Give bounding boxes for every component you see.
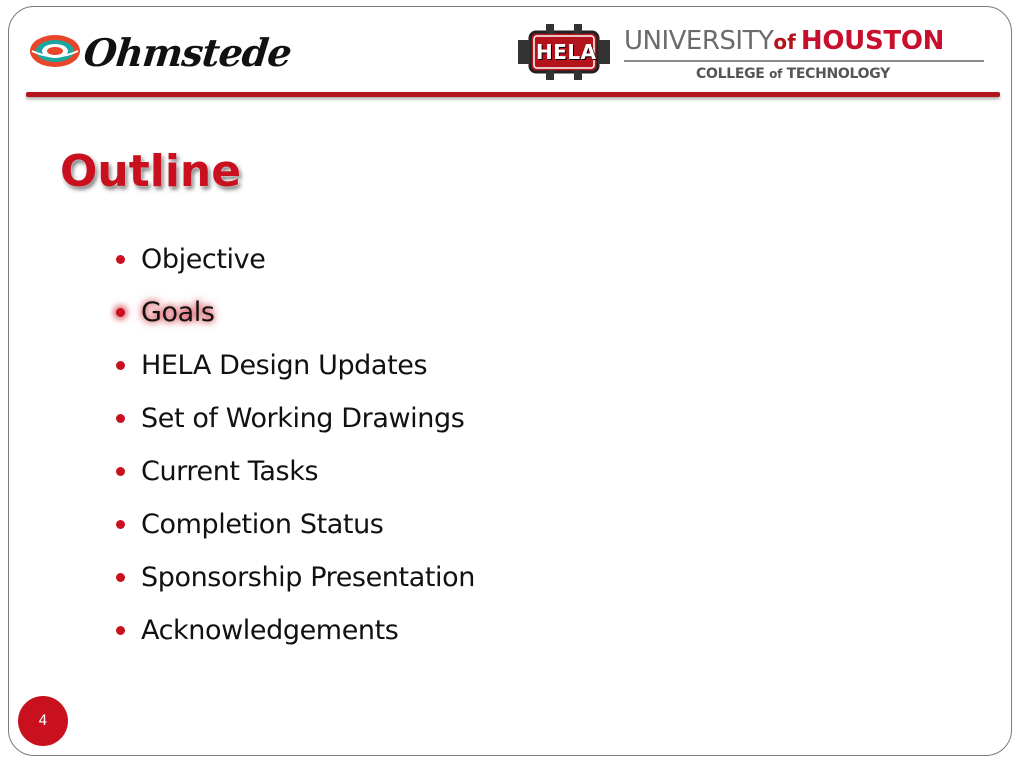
hela-logo bbox=[516, 22, 612, 82]
university-name: HOUSTON bbox=[800, 26, 945, 56]
bullet-dot bbox=[116, 308, 125, 317]
outline-item bbox=[112, 551, 475, 604]
university-word: UNIVERSITY bbox=[624, 26, 774, 56]
bullet-dot bbox=[116, 255, 125, 264]
outline-item bbox=[112, 392, 475, 445]
outline-item bbox=[112, 604, 475, 657]
outline-item-text: Completion Status bbox=[141, 509, 384, 540]
outline-item-text: Goals bbox=[141, 297, 215, 328]
ohmstede-emblem-icon bbox=[28, 32, 82, 70]
ohmstede-logo bbox=[28, 28, 294, 78]
university-logo bbox=[624, 24, 986, 92]
bullet-dot bbox=[116, 467, 125, 476]
outline-item-text: Acknowledgements bbox=[141, 615, 399, 646]
outline-item-text: Sponsorship Presentation bbox=[141, 562, 475, 593]
outline-list bbox=[112, 233, 475, 657]
outline-item bbox=[112, 339, 475, 392]
outline-item-text: HELA Design Updates bbox=[141, 350, 428, 381]
outline-item-text: Set of Working Drawings bbox=[141, 403, 465, 434]
bullet-dot bbox=[116, 361, 125, 370]
page-number: 4 bbox=[18, 696, 68, 746]
header-rule bbox=[26, 92, 1000, 97]
outline-item bbox=[112, 233, 475, 286]
bullet-dot bbox=[116, 573, 125, 582]
college-name: COLLEGE of TECHNOLOGY bbox=[696, 66, 890, 82]
hela-badge-text: HELA bbox=[536, 40, 597, 64]
slide-title: Outline bbox=[60, 146, 242, 197]
ohmstede-wordmark: Ohmstede bbox=[81, 30, 294, 75]
bullet-dot bbox=[116, 520, 125, 529]
outline-item bbox=[112, 445, 475, 498]
outline-item-highlighted bbox=[112, 286, 475, 339]
bullet-dot bbox=[116, 414, 125, 423]
outline-item-text: Current Tasks bbox=[141, 456, 319, 487]
bullet-dot bbox=[116, 626, 125, 635]
university-of: of bbox=[773, 30, 796, 54]
outline-item-text: Objective bbox=[141, 244, 266, 275]
outline-item bbox=[112, 498, 475, 551]
university-divider bbox=[624, 60, 984, 62]
